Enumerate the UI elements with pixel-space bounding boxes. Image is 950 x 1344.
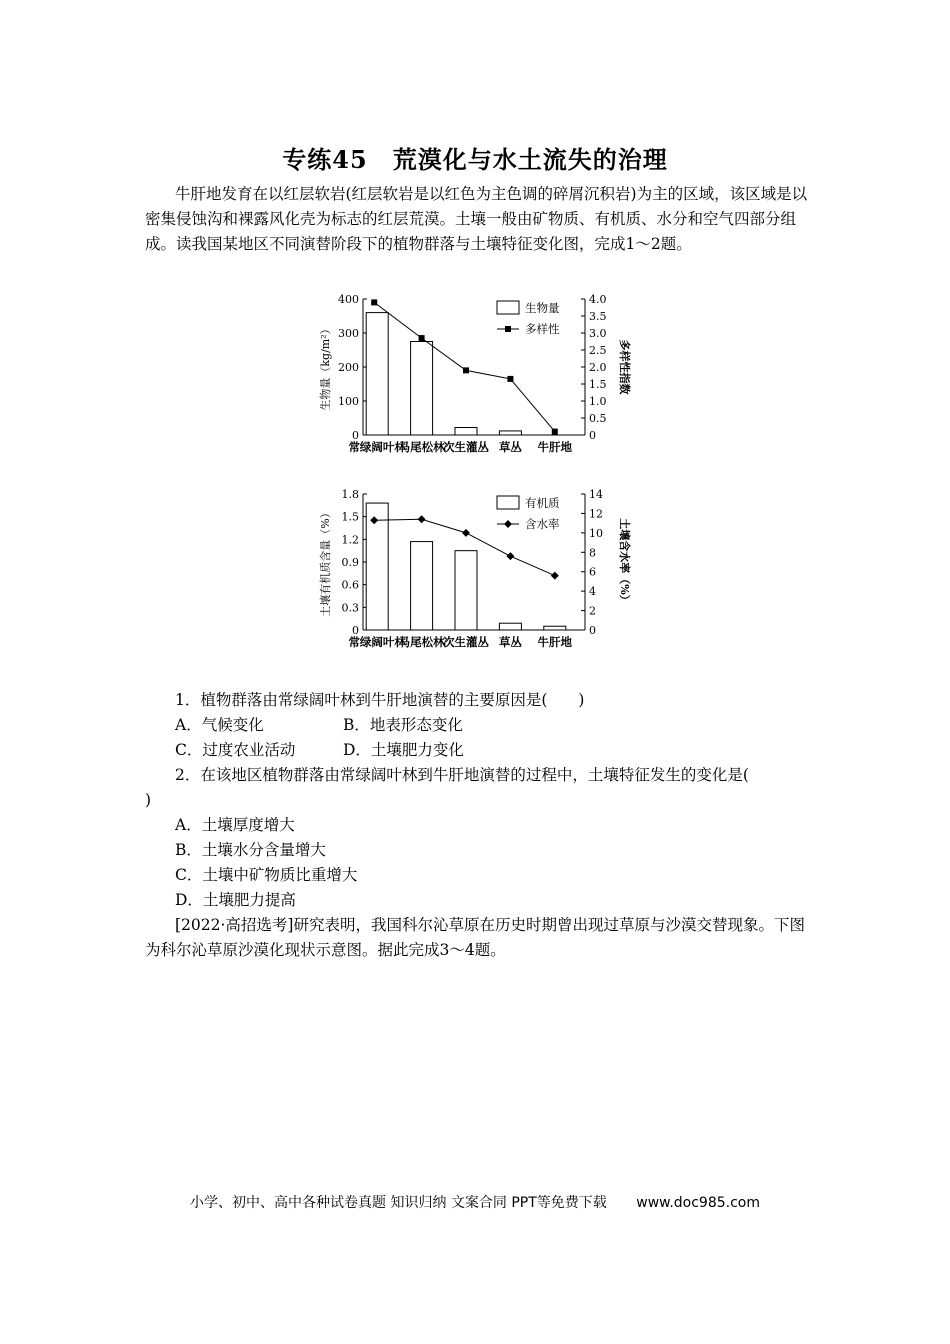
right-tick-label: 6	[589, 565, 596, 579]
right-tick-label: 12	[589, 507, 603, 521]
right-tick-label: 10	[589, 526, 603, 540]
bar	[455, 551, 477, 630]
question-2-stem-end: )	[145, 791, 152, 809]
line-point	[552, 429, 558, 435]
footer-text: 小学、初中、高中各种试卷真题 知识归纳 文案合同 PPT等免费下载	[190, 1195, 607, 1211]
bar	[411, 542, 433, 630]
left-tick-label: 0.6	[341, 578, 359, 592]
right-tick-label: 1.5	[589, 378, 607, 391]
category-label: 马尾松林	[398, 635, 445, 649]
line-point	[506, 552, 514, 560]
right-tick-label: 0.5	[589, 412, 607, 425]
legend-bar-label: 有机质	[525, 496, 560, 510]
right-tick-label: 3.0	[589, 327, 607, 340]
passage-2: [2022·高招选考]研究表明，我国科尔沁草原在历史时期曾出现过草原与沙漠交替现象。下图为科尔沁草原沙漠化现状示意图。据此完成3～4题。	[145, 916, 805, 959]
legend-line-label: 多样性	[525, 322, 560, 336]
left-tick-label: 1.2	[341, 533, 359, 547]
category-label: 马尾松林	[398, 440, 445, 454]
bar	[411, 342, 433, 436]
chart-organic-moisture	[315, 482, 635, 662]
left-tick-label: 100	[338, 395, 359, 408]
chart-biomass-svg	[315, 287, 635, 472]
category-label: 常绿阔叶林	[348, 440, 406, 454]
footer-site-link[interactable]: www.doc985.com	[636, 1195, 760, 1211]
left-tick-label: 0.3	[341, 601, 359, 615]
question-2-option-c: C．土壤中矿物质比重增大	[175, 866, 358, 884]
bar	[366, 503, 388, 630]
category-label: 牛肝地	[537, 440, 573, 454]
right-tick-label: 4	[589, 585, 596, 599]
line-point	[551, 572, 559, 580]
question-2-stem: 2．在该地区植物群落由常绿阔叶林到牛肝地演替的过程中，土壤特征发生的变化是(	[175, 766, 749, 784]
right-tick-label: 1.0	[589, 395, 607, 408]
left-tick-label: 0	[352, 429, 359, 442]
question-2-option-d: D．土壤肥力提高	[175, 891, 296, 909]
y-axis-label: 生物量（kg/m²）	[319, 323, 332, 411]
question-2-option-b: B．土壤水分含量增大	[175, 841, 326, 859]
question-1-option-c: C．过度农业活动	[175, 741, 296, 759]
bar	[499, 623, 521, 630]
category-label: 次生灌丛	[443, 635, 489, 649]
question-2-option-a: A．土壤厚度增大	[175, 816, 295, 834]
right-tick-label: 0	[589, 624, 596, 637]
left-tick-label: 0	[352, 624, 359, 637]
question-1-stem: 1．植物群落由常绿阔叶林到牛肝地演替的主要原因是( )	[175, 691, 585, 709]
category-label: 草丛	[498, 440, 522, 454]
right-tick-label: 2.5	[589, 344, 607, 357]
question-1-option-d: D．土壤肥力变化	[343, 741, 464, 759]
line-point	[462, 529, 470, 537]
legend-bar-swatch	[497, 301, 519, 314]
legend-bar-swatch	[497, 496, 519, 509]
bar	[455, 428, 477, 435]
left-tick-label: 1.5	[341, 510, 359, 524]
footer	[0, 1192, 950, 1212]
category-label: 次生灌丛	[443, 440, 489, 454]
category-label: 牛肝地	[537, 635, 573, 649]
page-title: 专练45 荒漠化与水土流失的治理	[282, 145, 668, 174]
chart-biomass-diversity	[315, 287, 635, 467]
question-1-option-b: B．地表形态变化	[343, 716, 463, 734]
legend-line-label: 含水率	[525, 517, 560, 531]
bar	[499, 431, 521, 435]
y-axis-label: 土壤有机质含量（%）	[319, 507, 332, 617]
intro-paragraph: 牛肝地发育在以红层软岩(红层软岩是以红色为主色调的碎屑沉积岩)为主的区域，该区域是以密集侵蚀沟和裸露风化壳为标志的红层荒漠。土壤一般由矿物质、有机质、水分和空气四部分组成。读我国某地区不同演替阶段下的植物群落与土壤特征变化图，完成1～2题。	[145, 185, 808, 253]
right-tick-label: 2	[589, 604, 596, 618]
legend-line-marker	[505, 326, 511, 332]
question-1-option-a: A．气候变化	[175, 716, 264, 734]
category-label: 草丛	[498, 635, 522, 649]
chart-organic-svg	[315, 482, 635, 667]
left-tick-label: 400	[338, 293, 359, 306]
line-point	[371, 299, 377, 305]
line-point	[419, 335, 425, 341]
left-tick-label: 300	[338, 327, 359, 340]
right-tick-label: 14	[589, 488, 603, 501]
y2-axis-label: 多样性指数	[618, 339, 631, 395]
right-tick-label: 4.0	[589, 293, 607, 306]
left-tick-label: 0.9	[341, 556, 359, 569]
legend-bar-label: 生物量	[525, 301, 560, 315]
y2-axis-label: 土壤含水率（%）	[618, 518, 631, 606]
right-tick-label: 8	[589, 546, 596, 560]
line-point	[463, 367, 469, 373]
bar	[544, 626, 566, 630]
right-tick-label: 3.5	[589, 310, 607, 323]
legend-line-marker	[504, 520, 512, 528]
bar	[366, 313, 388, 435]
left-tick-label: 200	[338, 361, 359, 374]
right-tick-label: 0	[589, 429, 596, 442]
right-tick-label: 2.0	[589, 361, 607, 374]
line-point	[418, 515, 426, 523]
left-tick-label: 1.8	[341, 488, 359, 501]
line-point	[507, 376, 513, 382]
category-label: 常绿阔叶林	[348, 635, 406, 649]
